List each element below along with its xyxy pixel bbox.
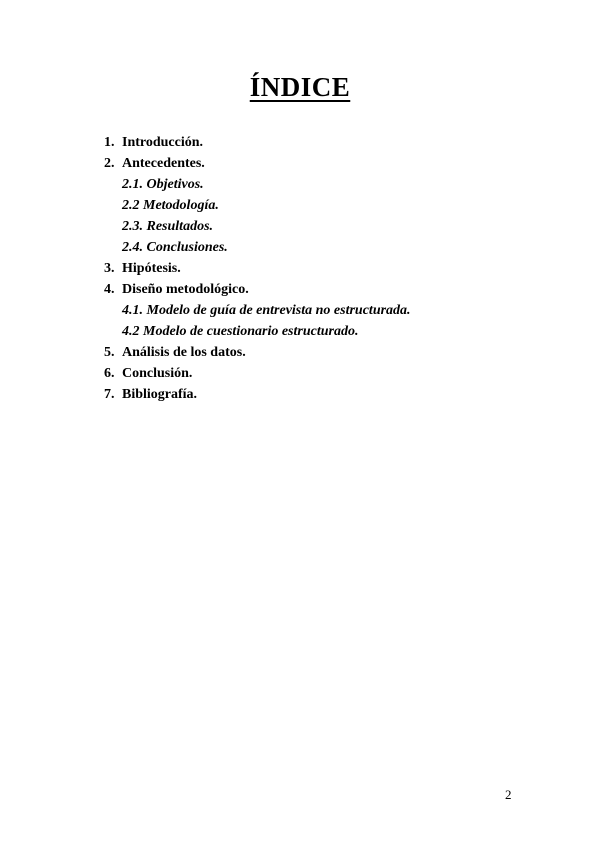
toc-item-number: 2. xyxy=(104,156,115,171)
toc-item-label: Hipótesis. xyxy=(122,261,181,276)
toc-subitem-label: 2.2 Metodología. xyxy=(122,198,219,213)
toc-item-number: 5. xyxy=(104,345,115,360)
toc-item-number: 4. xyxy=(104,282,115,297)
toc-subitem-label: 4.1. Modelo de guía de entrevista no estructurada. xyxy=(122,303,411,318)
toc-item-label: Análisis de los datos. xyxy=(122,345,246,360)
toc-subitem-conclusiones xyxy=(104,237,524,258)
toc-subitem-label: 2.1. Objetivos. xyxy=(122,177,204,192)
toc-item-label: Bibliografía. xyxy=(122,387,198,402)
toc-subitem-cuestionario xyxy=(104,321,524,342)
toc-subitem-resultados xyxy=(104,216,524,237)
toc-item-antecedentes xyxy=(104,153,524,174)
toc-item-number: 7. xyxy=(104,387,115,402)
toc-item-diseno-metodologico xyxy=(104,279,524,300)
toc-item-label: Diseño metodológico. xyxy=(122,282,249,297)
toc-subitem-objetivos xyxy=(104,174,524,195)
toc-item-bibliografia xyxy=(104,384,524,405)
toc-subitem-label: 2.4. Conclusiones. xyxy=(122,240,228,255)
toc-subitem-guia-entrevista xyxy=(104,300,524,321)
toc-item-label: Conclusión. xyxy=(122,366,193,381)
toc-item-conclusion xyxy=(104,363,524,384)
toc-item-introduccion xyxy=(104,132,524,153)
table-of-contents xyxy=(104,132,524,405)
toc-item-hipotesis xyxy=(104,258,524,279)
toc-item-label: Antecedentes. xyxy=(122,156,205,171)
toc-item-analisis-datos xyxy=(104,342,524,363)
toc-subitem-label: 4.2 Modelo de cuestionario estructurado. xyxy=(122,324,359,339)
toc-subitem-label: 2.3. Resultados. xyxy=(122,219,214,234)
toc-item-number: 1. xyxy=(104,135,115,150)
page-title: ÍNDICE xyxy=(249,72,351,102)
toc-item-number: 6. xyxy=(104,366,115,381)
page-number: 2 xyxy=(505,787,512,802)
toc-subitem-metodologia xyxy=(104,195,524,216)
toc-item-number: 3. xyxy=(104,261,115,276)
toc-item-label: Introducción. xyxy=(122,135,204,150)
